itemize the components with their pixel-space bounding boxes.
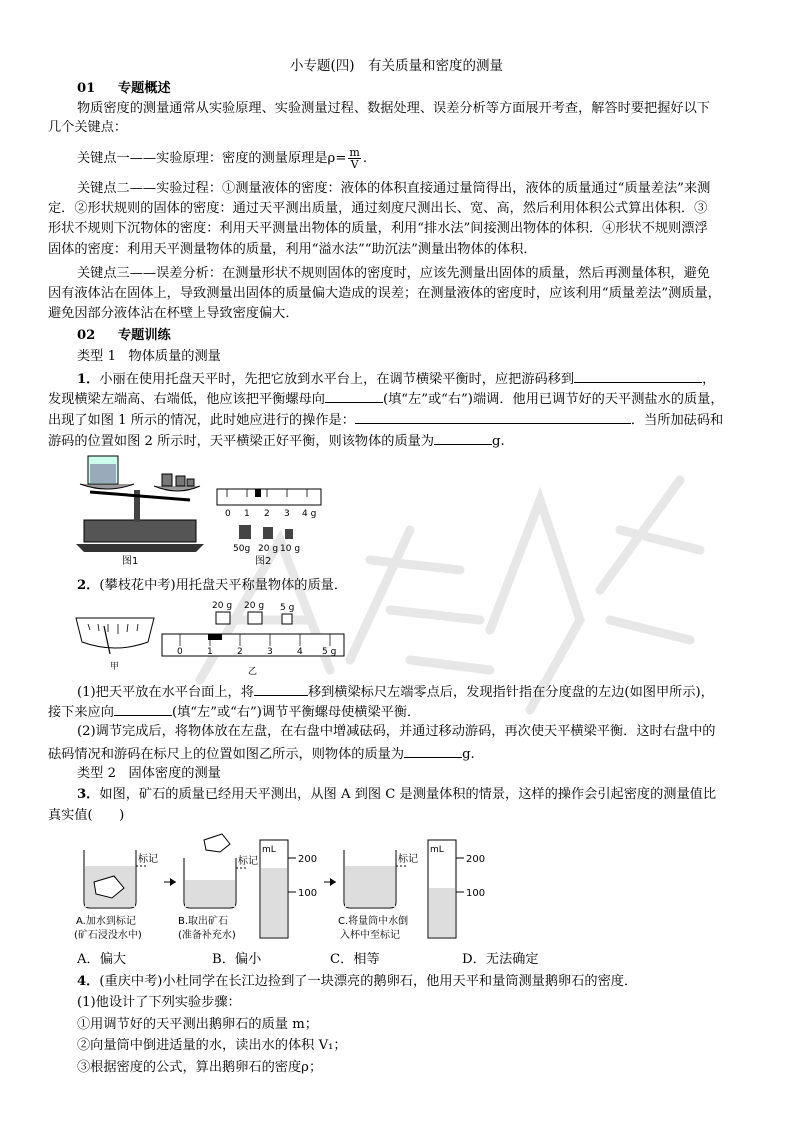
key-point-1-text: 关键点一——实验原理：密度的测量原理是ρ=: [77, 151, 347, 166]
question-number: 1．: [77, 372, 100, 387]
question-text: ，: [702, 372, 716, 387]
question-2-line: [77, 578, 347, 594]
mark-label: 标记: [398, 854, 418, 865]
question-4-line: (1)他设计了下列实验步骤：: [77, 995, 241, 1010]
question-number: 2．: [77, 578, 100, 593]
question-2-part-2: (2)调节完成后，将物体放在左盘，在右盘中增减砝码，并通过移动游码，再次使天平横梁平衡．这时右盘中的: [77, 724, 716, 739]
mark-label: 标记: [238, 856, 258, 867]
question-3-line: 真实值( ): [48, 808, 125, 823]
mark-label: 标记: [138, 854, 158, 865]
step-a-caption: A.加水到标记: [76, 916, 136, 927]
scale-label: 100: [466, 888, 486, 899]
type-title: 固体密度的测量: [128, 766, 221, 781]
fraction-denominator: V: [350, 158, 359, 171]
type-heading: [77, 766, 221, 782]
paragraph-line: 关键点二——实验过程：①测量液体的密度：液体的体积直接通过量筒得出，液体的质量通过“质量差法”来测: [77, 181, 711, 196]
density-fraction: [348, 147, 360, 170]
page-title: 小专题(四) 有关质量和密度的测量: [289, 58, 504, 74]
figure-q3-volume: [72, 832, 492, 947]
option-a[interactable]: A．偏大: [77, 952, 127, 967]
question-text: (1)把天平放在水平台面上，将: [77, 685, 254, 700]
question-4-step: ①用调节好的天平测出鹅卵石的质量 m；: [77, 1017, 318, 1032]
unit-label: mL: [430, 845, 444, 855]
question-text: ．当所加砝码和: [630, 413, 724, 428]
answer-blank[interactable]: [254, 683, 308, 696]
question-4-step: ②向量筒中倒进适量的水，读出水的体积 V₁；: [77, 1038, 347, 1053]
ruler-tick-label: 1: [244, 509, 250, 519]
question-2-part-1: [48, 703, 420, 721]
step-b-caption: (准备补充水): [178, 930, 236, 941]
question-text: g.: [462, 747, 475, 762]
option-b[interactable]: B．偏小: [212, 952, 262, 967]
answer-blank[interactable]: [404, 745, 462, 758]
weight-label: 20 g: [244, 601, 265, 611]
step-c-caption: 入杯中至标记: [340, 930, 400, 941]
section-heading: 专题概述: [118, 81, 171, 96]
paragraph-line: 避免因部分液体沾在杯壁上导致密度偏大．: [48, 306, 299, 321]
ruler-tick-label: 2: [264, 509, 270, 519]
answer-blank[interactable]: [114, 703, 172, 716]
question-1-line: [48, 432, 505, 450]
weight-label: 50g: [233, 544, 251, 554]
question-2-part-1: [77, 683, 714, 701]
question-1-line: [48, 411, 723, 429]
ruler-tick-label: 1: [207, 647, 213, 657]
unit-label: mL: [262, 845, 276, 855]
paragraph-line: 固体的密度：利用天平测量物体的质量，利用“溢水法”“助沉法”测量出物体的体积．: [48, 242, 537, 257]
question-3-line: [77, 787, 716, 803]
question-text: 砝码情况和游码在标尺上的位置如图乙所示，则物体的质量为: [48, 747, 405, 762]
weight-label: 5 g: [280, 603, 295, 613]
question-1-line: [48, 390, 724, 408]
question-text: (填“左”或“右”)调节平衡螺母使横梁平衡．: [171, 705, 421, 720]
question-text: (攀枝花中考)用托盘天平称量物体的质量．: [99, 578, 348, 593]
paragraph-line: 关键点三——误差分析：在测量形状不规则固体的密度时，应该先测量出固体的质量，然后再测量体积，避免: [77, 266, 710, 281]
figure-2-ruler: [215, 485, 325, 565]
ruler-tick-label: 0: [225, 509, 231, 519]
weight-label: 20 g: [212, 601, 233, 611]
question-text: 发现横梁左端高、右端低，他应该把平衡螺母向: [48, 392, 325, 407]
answer-blank[interactable]: [574, 370, 702, 383]
ruler-tick-label: 3: [284, 509, 290, 519]
option-c[interactable]: C．相等: [330, 952, 380, 967]
scale-label: 200: [298, 854, 318, 865]
figure-yi-ruler: [160, 598, 350, 680]
question-text: (填“左”或“右”)端调．他用已调节好的天平测盐水的质量，: [382, 392, 724, 407]
question-text: 小丽在使用托盘天平时，先把它放到水平台上，在调节横梁平衡时，应把游码移到: [99, 372, 575, 387]
section-number: 01: [77, 81, 96, 96]
key-point-1: 关键点一——实验原理：密度的测量原理是ρ= $\frac{m}{V}$ .: [77, 146, 368, 171]
weight-label: 20 g: [258, 544, 279, 554]
ruler-tick-label: 4: [297, 647, 303, 657]
section-number: 02: [77, 328, 96, 343]
figure-jia-dial: [72, 612, 160, 672]
question-text: g.: [492, 434, 505, 449]
step-b-caption: B.取出矿石: [178, 916, 229, 927]
section-heading: 专题训练: [118, 328, 171, 343]
question-4-step: ③根据密度的公式，算出鹅卵石的密度ρ；: [77, 1060, 323, 1075]
type-title: 物体质量的测量: [128, 349, 221, 364]
type-heading: [77, 349, 221, 365]
figure-1-balance: [72, 452, 207, 567]
question-text: 出现了如图 1 所示的情况，此时她应进行的操作是：: [48, 413, 355, 428]
question-text: 游码的位置如图 2 所示时，天平横梁正好平衡，则该物体的质量为: [48, 434, 435, 449]
question-2-part-2: [48, 745, 475, 763]
figure-yi-caption: 乙: [248, 667, 258, 677]
step-a-caption: (矿石浸没水中): [74, 930, 142, 941]
answer-blank[interactable]: [434, 432, 492, 445]
step-c-caption: C.将量筒中水倒: [338, 916, 409, 927]
paragraph-line: 因有液体沾在固体上，导致测量出固体的质量偏大造成的误差；在测量液体的密度时，应该利用“质量差法”测质量，: [48, 286, 721, 301]
answer-blank[interactable]: [325, 390, 383, 403]
type-label: 类型 1: [77, 349, 116, 364]
ruler-tick-label: 5 g: [322, 647, 337, 657]
question-text: 如图，矿石的质量已经用天平测出，从图 A 到图 C 是测量体积的情景，这样的操作会引起密度的测量值比: [99, 787, 717, 802]
question-text: 移到横梁标尺左端零点后，发现指针指在分度盘的左边(如图甲所示)，: [307, 685, 714, 700]
question-number: 4．: [77, 974, 100, 989]
question-number: 3．: [77, 787, 100, 802]
type-label: 类型 2: [77, 766, 116, 781]
fraction-numerator: m: [349, 146, 360, 159]
option-d[interactable]: D．无法确定: [462, 952, 539, 967]
scale-label: 200: [466, 854, 486, 865]
weight-label: 10 g: [280, 544, 301, 554]
paragraph-line: 形状不规则下沉物体的密度：利用天平测量出物体的质量，利用“排水法”间接测出物体的体积．④形状不规则漂浮: [48, 221, 708, 236]
paragraph-line: 几个关键点：: [48, 120, 128, 135]
paragraph-line: 物质密度的测量通常从实验原理、实验测量过程、数据处理、误差分析等方面展开考查，解答时要把握好以下: [77, 101, 710, 116]
ruler-tick-label: 2: [237, 647, 243, 657]
ruler-tick-label: 0: [177, 647, 183, 657]
figure-2-caption: 图2: [255, 556, 272, 565]
answer-blank[interactable]: [355, 411, 631, 424]
ruler-tick-label: 3: [267, 647, 273, 657]
paragraph-line: 定．②形状规则的固体的密度：通过天平测出质量，通过刻度尺测出长、宽、高，然后利用体积公式算出体积．③: [48, 201, 708, 216]
question-4-line: [77, 974, 637, 990]
figure-1-caption: 图1: [122, 556, 139, 567]
scale-label: 100: [298, 888, 318, 899]
question-1-line: [77, 370, 715, 388]
question-text: 接下来应向: [48, 705, 114, 720]
ruler-tick-label: 4 g: [302, 509, 317, 519]
question-text: (重庆中考)小杜同学在长江边捡到了一块漂亮的鹅卵石，他用天平和量筒测量鹅卵石的密度．: [99, 974, 638, 989]
figure-jia-caption: 甲: [110, 662, 120, 672]
